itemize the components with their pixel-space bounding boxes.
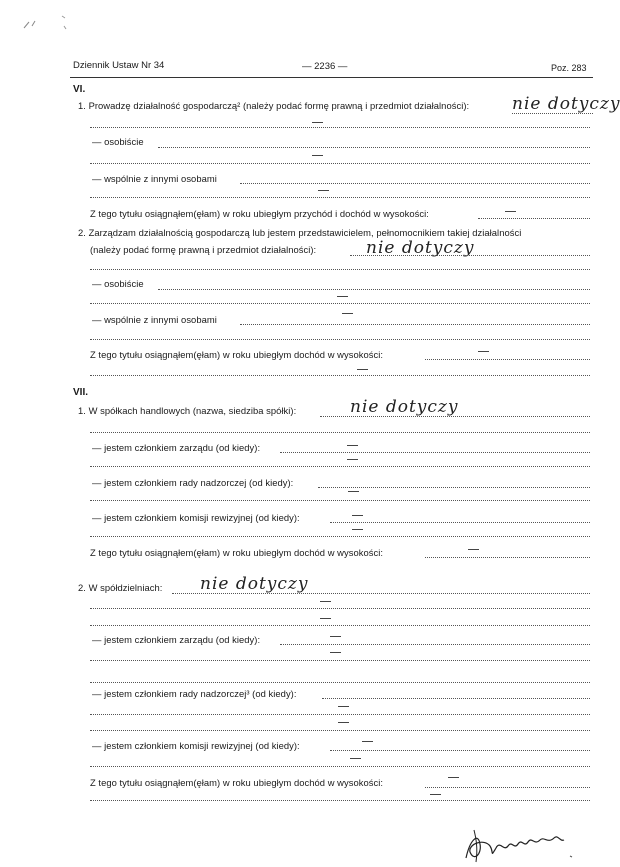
answer-line	[90, 660, 590, 661]
vi-q1-personal-label: — osobiście	[92, 136, 144, 147]
answer-line	[90, 625, 590, 626]
dash-mark	[352, 529, 363, 530]
answer-line	[350, 255, 590, 256]
dash-mark	[330, 652, 341, 653]
answer-line	[330, 750, 590, 751]
vii-q1-income-label: Z tego tytułu osiągnąłem(ęłam) w roku ubiegłym dochód w wysokości:	[90, 547, 384, 558]
answer-line	[158, 289, 590, 290]
vii-q2-board-label: — jestem członkiem zarządu (od kiedy):	[92, 634, 261, 645]
vii-q2-audit-label: — jestem członkiem komisji rewizyjnej (od kiedy):	[92, 740, 300, 751]
dash-mark	[348, 491, 359, 492]
answer-line	[90, 608, 590, 609]
dash-mark	[337, 296, 348, 297]
handwritten-answer: nie dotyczy	[200, 574, 309, 594]
dash-mark	[350, 758, 361, 759]
vi-q1-label: 1. Prowadzę działalność gospodarczą² (należy podać formę prawną i przedmiot działalności):	[78, 100, 470, 111]
journal-name: Dziennik Ustaw Nr 34	[73, 60, 165, 71]
handwritten-answer: nie dotyczy	[366, 238, 475, 258]
answer-line	[240, 183, 590, 184]
answer-line	[280, 644, 590, 645]
section-vii-title: VII.	[73, 387, 89, 398]
vii-q1-label: 1. W spółkach handlowych (nazwa, siedziba spółki):	[78, 405, 297, 416]
dash-mark	[352, 515, 363, 516]
answer-line	[90, 127, 590, 128]
dash-mark	[320, 618, 331, 619]
vii-q1-supervisory-label: — jestem członkiem rady nadzorczej (od kiedy):	[92, 477, 294, 488]
header-rule	[70, 77, 593, 78]
position-number: Poz. 283	[551, 63, 587, 73]
dash-mark	[318, 190, 329, 191]
answer-line	[90, 197, 590, 198]
vi-q1-joint-label: — wspólnie z innymi osobami	[92, 173, 217, 184]
answer-line	[158, 147, 590, 148]
vi-q1-income-label: Z tego tytułu osiągnąłem(ęłam) w roku ubiegłym przychód i dochód w wysokości:	[90, 208, 429, 219]
answer-line	[90, 714, 590, 715]
dash-mark	[357, 369, 368, 370]
answer-line	[330, 522, 590, 523]
vii-q1-board-label: — jestem członkiem zarządu (od kiedy):	[92, 442, 261, 453]
answer-line	[478, 218, 590, 219]
dash-mark	[448, 777, 459, 778]
dash-mark	[505, 211, 516, 212]
vii-q2-supervisory-label: — jestem członkiem rady nadzorczej³ (od kiedy):	[92, 688, 297, 699]
dash-mark	[312, 155, 323, 156]
answer-line	[90, 269, 590, 270]
answer-line	[90, 500, 590, 501]
dash-mark	[320, 601, 331, 602]
vii-q1-audit-label: — jestem członkiem komisji rewizyjnej (od kiedy):	[92, 512, 300, 523]
dash-mark	[338, 722, 349, 723]
answer-line	[172, 593, 590, 594]
answer-line	[322, 698, 590, 699]
answer-line	[320, 416, 590, 417]
dash-mark	[362, 741, 373, 742]
vi-q2-label-line1: 2. Zarządzam działalnością gospodarczą lub jestem przedstawicielem, pełnomocnikiem takiej działalności	[78, 227, 522, 238]
vi-q2-joint-label: — wspólnie z innymi osobami	[92, 314, 217, 325]
vii-q2-label: 2. W spółdzielniach:	[78, 582, 163, 593]
handwritten-answer: nie dotyczy	[350, 397, 459, 417]
answer-line	[280, 452, 590, 453]
dash-mark	[338, 706, 349, 707]
dash-mark	[430, 794, 441, 795]
answer-line	[90, 766, 590, 767]
answer-line	[90, 800, 590, 801]
corner-pen-marks	[22, 12, 72, 32]
handwritten-answer: nie dotyczy	[512, 94, 620, 114]
vi-q2-income-label: Z tego tytułu osiągnąłem(ęłam) w roku ubiegłym dochód w wysokości:	[90, 349, 384, 360]
dash-mark	[347, 459, 358, 460]
dash-mark	[468, 549, 479, 550]
answer-line	[318, 487, 590, 488]
vii-q2-income-label: Z tego tytułu osiągnąłem(ęłam) w roku ubiegłym dochód w wysokości:	[90, 777, 384, 788]
dash-mark	[330, 636, 341, 637]
dash-mark	[478, 351, 489, 352]
answer-line	[90, 303, 590, 304]
answer-line	[90, 432, 590, 433]
vi-q2-personal-label: — osobiście	[92, 278, 144, 289]
answer-line	[425, 787, 590, 788]
dash-mark	[342, 313, 353, 314]
vi-q2-label-line2: (należy podać formę prawną i przedmiot działalności):	[90, 244, 317, 255]
answer-line	[90, 339, 590, 340]
section-vi-title: VI.	[73, 84, 86, 95]
answer-line	[90, 466, 590, 467]
answer-line	[90, 375, 590, 376]
answer-line	[90, 163, 590, 164]
answer-line	[90, 730, 590, 731]
answer-line	[90, 536, 590, 537]
page-number: — 2236 —	[302, 61, 348, 72]
answer-line	[240, 324, 590, 325]
handwritten-signature	[460, 818, 575, 866]
dash-mark	[312, 122, 323, 123]
answer-line	[425, 359, 590, 360]
answer-line	[90, 682, 590, 683]
dash-mark	[347, 445, 358, 446]
answer-line	[425, 557, 590, 558]
